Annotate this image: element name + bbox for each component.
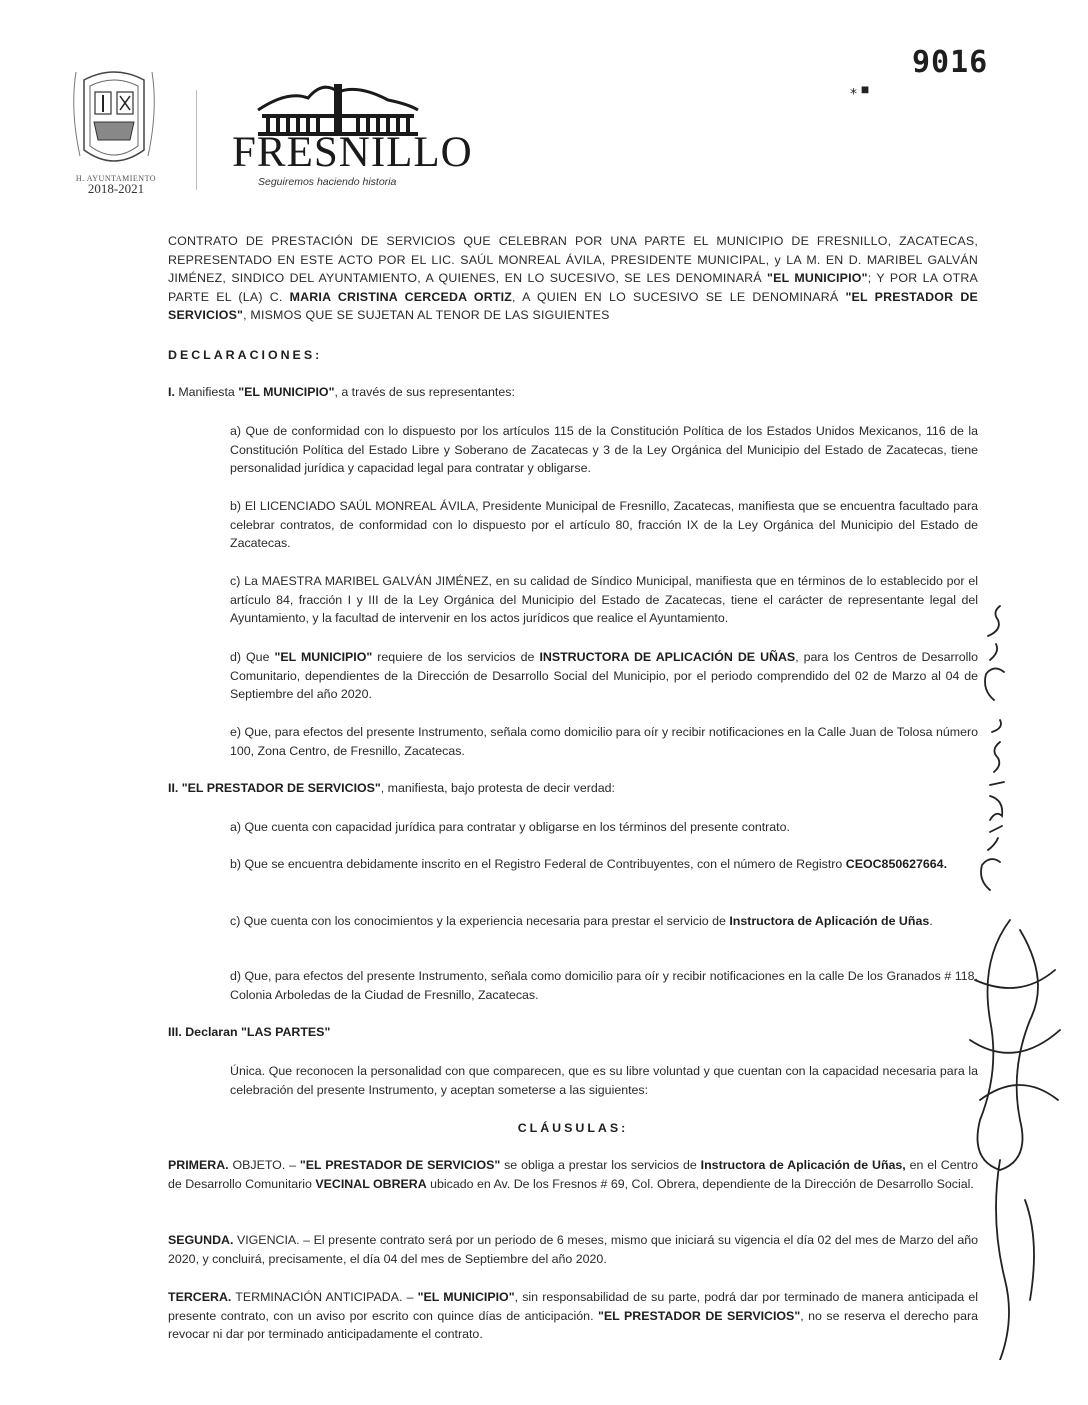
handwritten-signature [960,600,1070,1360]
clausula-primera: PRIMERA. OBJETO. – "EL PRESTADOR DE SERVICIOS" se obliga a prestar los servicios de Instructora de Aplicación de Uñas, en el Centro de Desarrollo Comunitario VECINAL OBRERA ubicado en Av. De los Fresnos # 69, Col. Obrera, dependiente de la Dirección de Desarrollo Social. [168,1158,978,1191]
seal-years: 2018-2021 [87,181,145,196]
page-number: 9016 [912,45,989,80]
declaration-ii-d: d) Que, para efectos del presente Instrumento, señala como domicilio para oír y recibir notificaciones en la calle De los Granados # 118, Colonia Arboledas de la Ciudad de Fresnillo, Zacatecas. [230,969,978,1002]
section-ii-heading: II. "EL PRESTADOR DE SERVICIOS", manifiesta, bajo protesta de decir verdad: [168,781,615,795]
declaraciones-heading: DECLARACIONES: [168,348,323,362]
clausulas-heading: CLÁUSULAS: [517,1121,629,1135]
declaration-i-a: a) Que de conformidad con lo dispuesto por los artículos 115 de la Constitución Política de los Estados Unidos Mexicanos, 116 de la Constitución Política del Estado Libre y Soberano de Zacatecas y 3 de la Ley Orgánica del Municipio del Estado de Zacatecas, tiene personalidad jurídica y capacidad legal para contratar y obligarse. [230,424,978,475]
declaration-ii-b: b) Que se encuentra debidamente inscrito en el Registro Federal de Contribuyentes, con el número de Registro CEOC850627664. [230,857,948,871]
logo-slogan: Seguiremos haciendo historia [258,176,397,188]
declaration-i-e: e) Que, para efectos del presente Instrumento, señala como domicilio para oír y recibir notificaciones en la Calle Juan de Tolosa número 100, Zona Centro, de Fresnillo, Zacatecas. [230,725,978,758]
clausula-tercera: TERCERA. TERMINACIÓN ANTICIPADA. – "EL MUNICIPIO", sin responsabilidad de su parte, podrá dar por terminado de manera anticipada el presente contrato, con un aviso por escrito con quince días de anticipación. "EL PRESTADOR DE SERVICIOS", no se reserva el derecho para revocar ni dar por terminado anticipadamente el contrato. [168,1290,979,1341]
scan-mark: ⁎ ■ [850,81,870,97]
intro-paragraph: CONTRATO DE PRESTACIÓN DE SERVICIOS QUE CELEBRAN POR UNA PARTE EL MUNICIPIO DE FRESNILLO, ZACATECAS, REPRESENTADO EN ESTE ACTO POR EL LIC. SAÚL MONREAL ÁVILA, PRESIDENTE MUNICIPAL, y LA M. EN D. MARIBEL GALVÁN JIMÉNEZ, SINDICO DEL AYUNTAMIENTO, A QUIENES, EN LO SUCESIVO, SE LES DENOMINARÁ "EL MUNICIPIO"; Y POR LA OTRA PARTE EL (LA) C. MARIA CRISTINA CERCEDA ORTIZ, A QUIEN EN LO SUCESIVO SE LE DENOMINARÁ "EL PRESTADOR DE SERVICIOS", MISMOS QUE SE SUJETAN AL TENOR DE LAS SIGUIENTES [168,234,978,322]
declaration-ii-a: a) Que cuenta con capacidad jurídica para contratar y obligarse en los términos del presente contrato. [230,820,790,834]
declaration-i-b: b) El LICENCIADO SAÚL MONREAL ÁVILA, Presidente Municipal de Fresnillo, Zacatecas, manifiesta que se encuentra facultado para celebrar contratos, de conformidad con lo dispuesto por el artículo 80, fracción IX de la Ley Orgánica del Municipio del Estado de Zacatecas. [230,499,978,550]
clausula-segunda: SEGUNDA. VIGENCIA. – El presente contrato será por un periodo de 6 meses, mismo que iniciará su vigencia el día 02 del mes de Marzo del año 2020, y concluirá, precisamente, el día 04 del mes de Septiembre del año 2020. [168,1233,978,1266]
declaration-i-d: d) Que "EL MUNICIPIO" requiere de los servicios de INSTRUCTORA DE APLICACIÓN DE UÑAS, para los Centros de Desarrollo Comunitario, dependientes de la Dirección de Desarrollo Social del Municipio, por el periodo comprendido del 02 de Marzo al 04 de Septiembre del año 2020. [230,650,978,701]
declaration-i-c: c) La MAESTRA MARIBEL GALVÁN JIMÉNEZ, en su calidad de Síndico Municipal, manifiesta que en términos de lo establecido por el artículo 84, fracción I y III de la Ley Orgánica del Municipio del Estado de Zacatecas, tiene el carácter de representante legal del Ayuntamiento, y la facultad de intervenir en los actos jurídicos que realice el Ayuntamiento. [230,574,978,625]
logo-name: FRESNILLO [232,129,473,176]
seal-caption: H. AYUNTAMIENTO [75,174,157,183]
section-iii-heading: III. Declaran "LAS PARTES" [168,1025,331,1039]
declaration-ii-c: c) Que cuenta con los conocimientos y la experiencia necesaria para prestar el servicio de Instructora de Aplicación de Uñas. [230,914,933,928]
section-i-heading: I. Manifiesta "EL MUNICIPIO", a través de sus representantes: [168,385,515,399]
header-divider [196,90,197,190]
declaration-iii-unica: Única. Que reconocen la personalidad con que comparecen, que es su libre voluntad y que cuentan con la capacidad necesaria para la celebración del presente Instrumento, y aceptan someterse a las siguientes: [230,1064,978,1097]
